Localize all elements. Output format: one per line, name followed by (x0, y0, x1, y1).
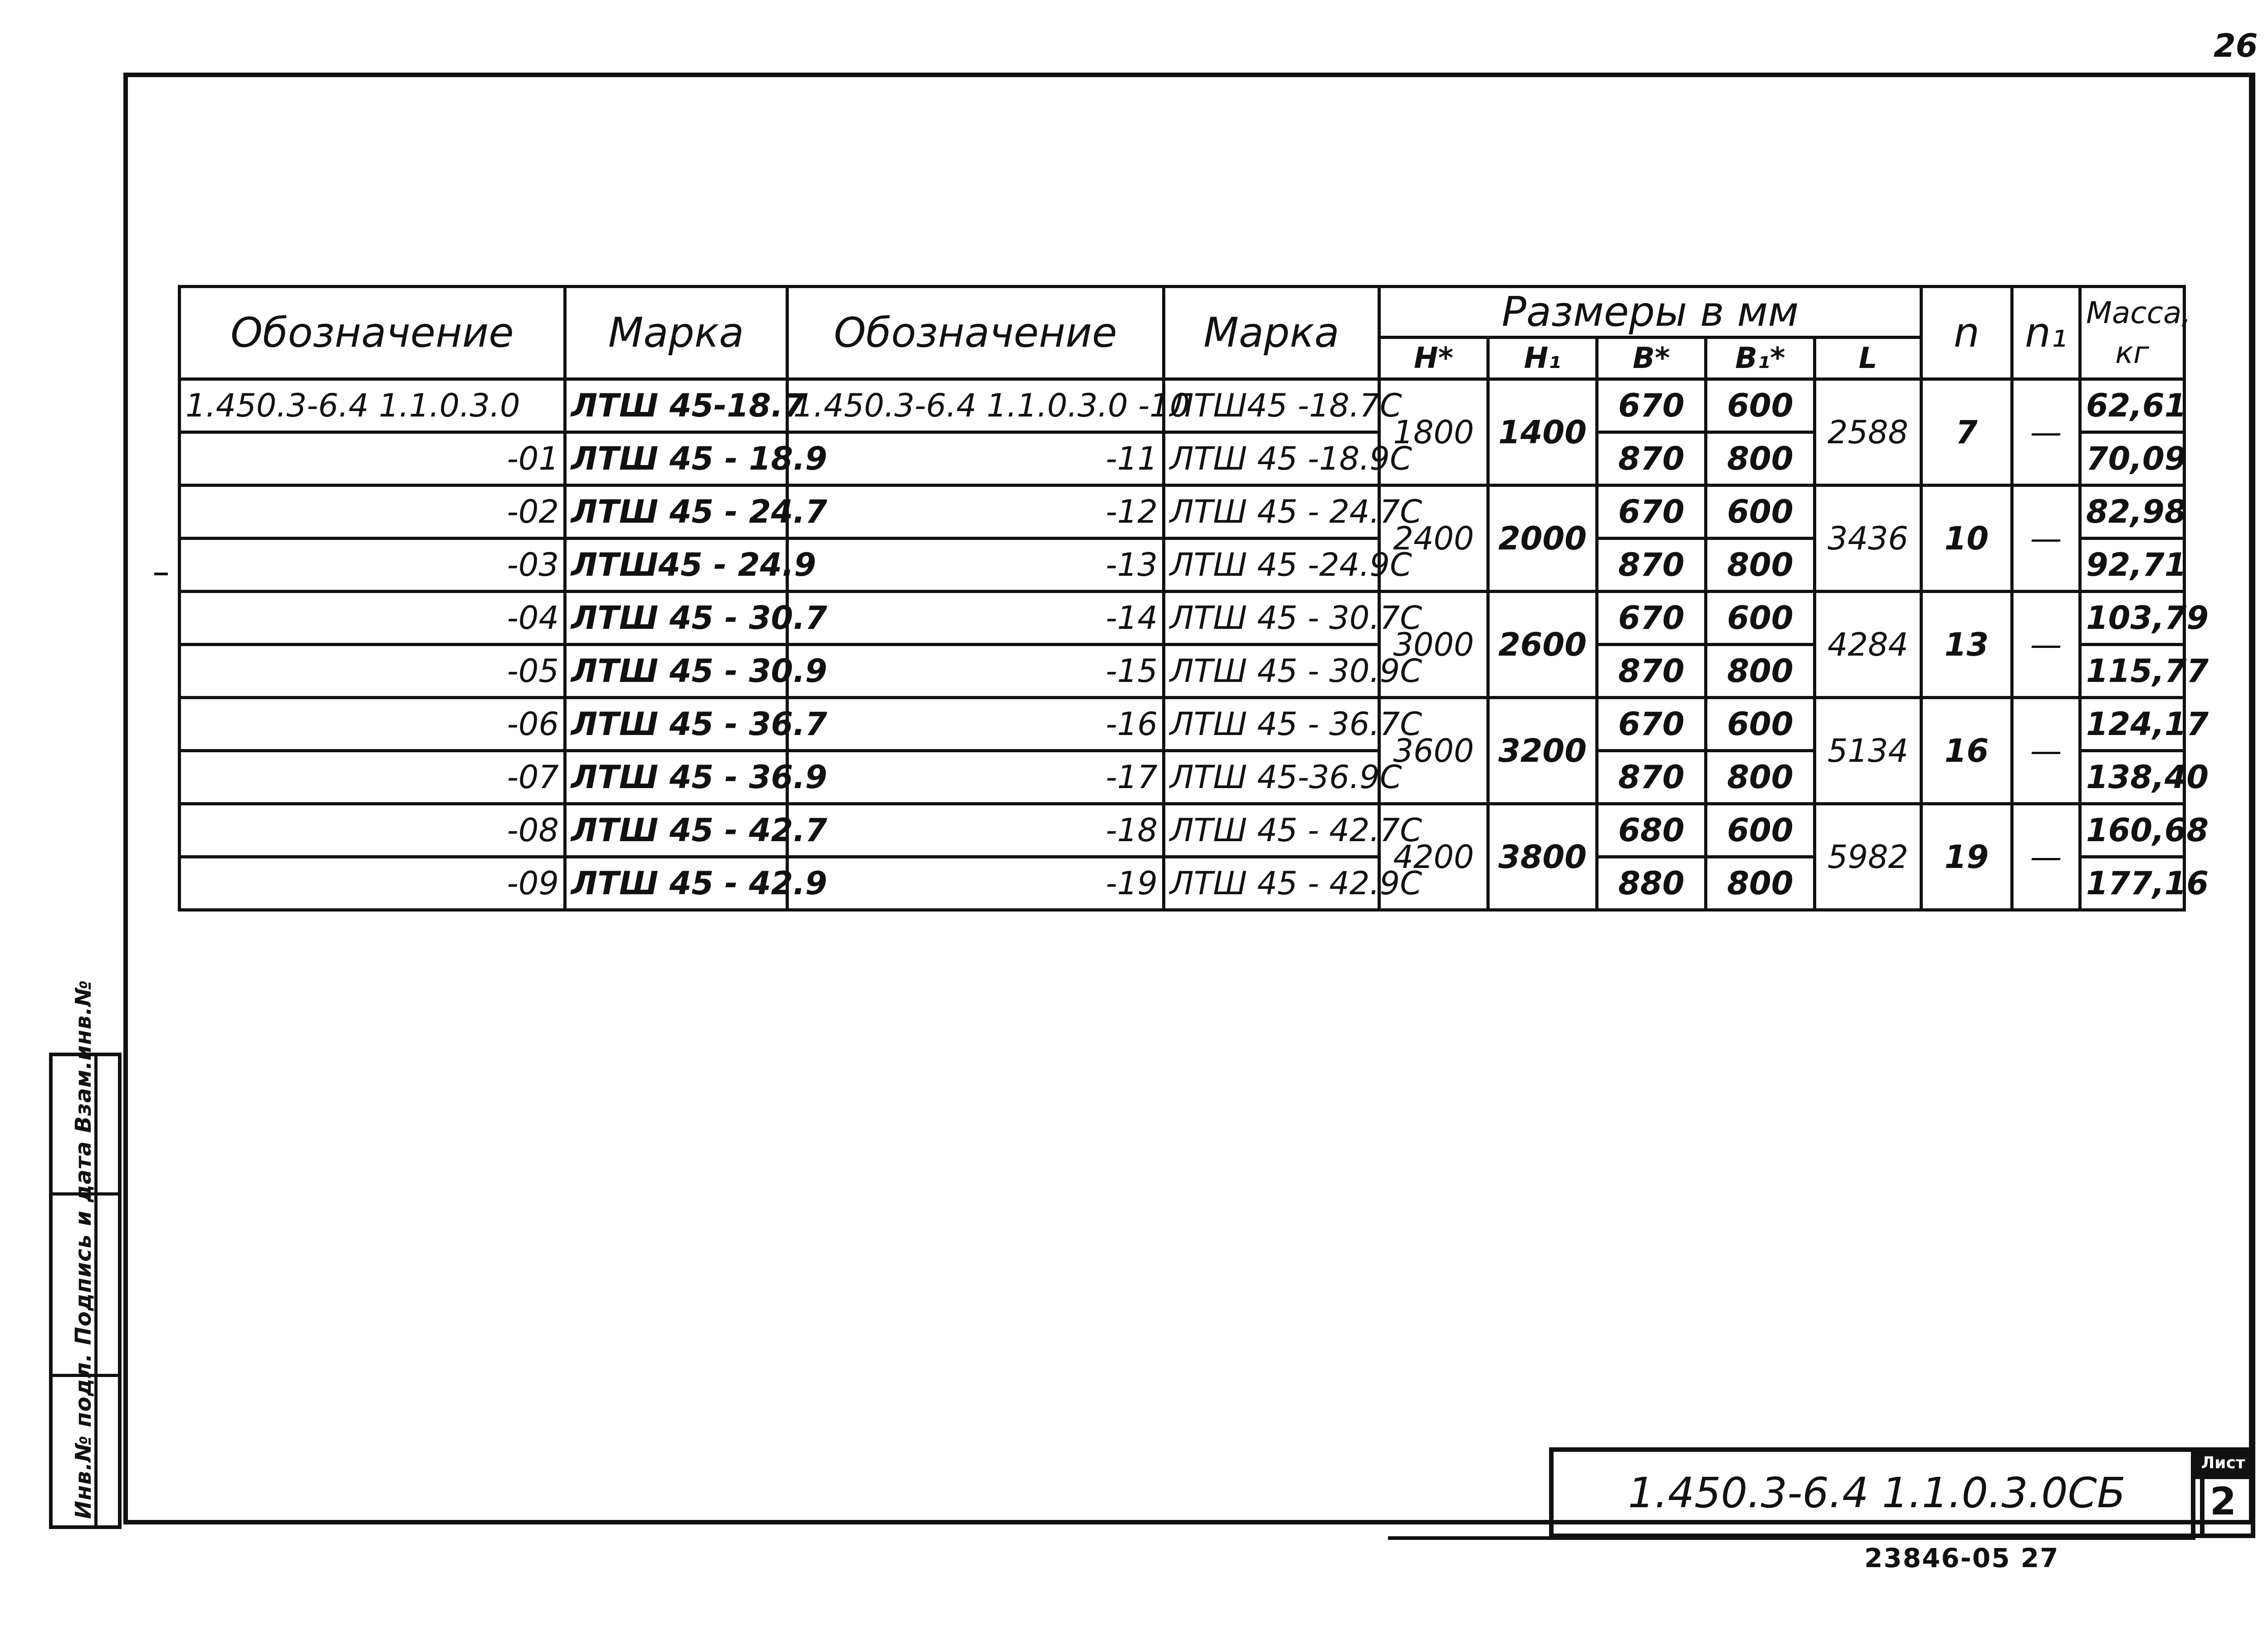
height-cell: 2400 (1379, 485, 1488, 592)
frame-top-border (123, 73, 2255, 77)
mark-cell: ЛТШ 45-18.7 (565, 379, 787, 432)
col-header-l: L (1815, 338, 1921, 379)
height-cell: 3000 (1379, 592, 1488, 698)
width-cell: 680 (1597, 804, 1706, 857)
designation-cell: -07 (180, 751, 565, 804)
corner-page-number: 26 (2214, 27, 2258, 64)
mark-cell: ЛТШ 45 - 36.7 (565, 698, 787, 751)
width1-cell: 600 (1706, 485, 1815, 539)
col-header-b: B* (1597, 338, 1706, 379)
height-cell: 1800 (1379, 379, 1488, 485)
designation-cell: -01 (180, 432, 565, 485)
length-cell: 5134 (1815, 698, 1921, 804)
col-header-mark: Марка (565, 287, 787, 379)
mass-cell: 160,68 (2080, 804, 2185, 857)
width1-cell: 800 (1706, 751, 1815, 804)
mark-cell-2: ЛТШ 45 - 36.7С (1164, 698, 1379, 751)
width-cell: 870 (1597, 539, 1706, 592)
n-cell: 16 (1921, 698, 2012, 804)
n1-cell: — (2012, 592, 2080, 698)
width1-cell: 600 (1706, 379, 1815, 432)
side-stamp-text: Инв.№ подл. Подпись и дата Взам.инв.№ (71, 980, 96, 1519)
side-stamp (49, 980, 122, 1529)
mass-cell: 92,71 (2080, 539, 2185, 592)
mark-cell: ЛТШ 45 - 30.9 (565, 645, 787, 698)
height1-cell: 1400 (1488, 379, 1597, 485)
mark-cell: ЛТШ 45 - 18.9 (565, 432, 787, 485)
mark-cell: ЛТШ 45 - 36.9 (565, 751, 787, 804)
width1-cell: 800 (1706, 645, 1815, 698)
width-cell: 870 (1597, 751, 1706, 804)
sheet-box (2191, 1447, 2255, 1538)
mark-cell: ЛТШ 45 - 30.7 (565, 592, 787, 645)
designation-cell-2: -11 (787, 432, 1164, 485)
frame-right-border (2249, 73, 2255, 1524)
n1-cell: — (2012, 379, 2080, 485)
col-header-mark-2: Марка (1164, 287, 1379, 379)
length-cell: 2588 (1815, 379, 1921, 485)
height-cell: 4200 (1379, 804, 1488, 910)
width1-cell: 800 (1706, 857, 1815, 910)
n1-cell: — (2012, 804, 2080, 910)
height1-cell: 2000 (1488, 485, 1597, 592)
mark-cell-2: ЛТШ 45 - 30.7С (1164, 592, 1379, 645)
width1-cell: 600 (1706, 592, 1815, 645)
designation-cell-2: -16 (787, 698, 1164, 751)
mark-cell-2: ЛТШ 45 -18.9С (1164, 432, 1379, 485)
designation-cell-2: -19 (787, 857, 1164, 910)
col-header-h: H* (1379, 338, 1488, 379)
mass-cell: 115,77 (2080, 645, 2185, 698)
mark-cell-2: ЛТШ 45-36.9С (1164, 751, 1379, 804)
designation-cell: -03 (180, 539, 565, 592)
table-row (180, 592, 2185, 645)
height1-cell: 3800 (1488, 804, 1597, 910)
mark-cell-2: ЛТШ 45 - 42.9С (1164, 857, 1379, 910)
table-body (180, 287, 2209, 910)
specification-table (178, 285, 2209, 912)
col-header-h1: H₁ (1488, 338, 1597, 379)
mass-cell: 177,16 (2080, 857, 2185, 910)
mark-cell-2: ЛТШ 45 - 42.7С (1164, 804, 1379, 857)
table-header-row (180, 287, 2185, 338)
mark-cell: ЛТШ 45 - 24.7 (565, 485, 787, 539)
mark-cell-2: ЛТШ45 -18.7С (1164, 379, 1379, 432)
n1-cell: — (2012, 698, 2080, 804)
n-cell: 19 (1921, 804, 2012, 910)
title-block-code: 1.450.3-6.4 1.1.0.3.0СБ (1549, 1447, 2204, 1538)
width-cell: 670 (1597, 698, 1706, 751)
height-cell: 3600 (1379, 698, 1488, 804)
designation-cell-2: -15 (787, 645, 1164, 698)
designation-cell: -02 (180, 485, 565, 539)
mark-cell-2: ЛТШ 45 -24.9С (1164, 539, 1379, 592)
n1-cell: — (2012, 485, 2080, 592)
mass-cell: 124,17 (2080, 698, 2185, 751)
mark-cell-2: ЛТШ 45 - 30.9С (1164, 645, 1379, 698)
col-header-mass: Масса, кг (2080, 287, 2185, 379)
mark-cell: ЛТШ 45 - 42.7 (565, 804, 787, 857)
length-cell: 3436 (1815, 485, 1921, 592)
designation-cell-2: -13 (787, 539, 1164, 592)
designation-cell: 1.450.3-6.4 1.1.0.3.0 (180, 379, 565, 432)
height1-cell: 2600 (1488, 592, 1597, 698)
table-row (180, 379, 2185, 432)
col-header-designation: Обозначение (180, 287, 565, 379)
designation-cell: -08 (180, 804, 565, 857)
width1-cell: 600 (1706, 804, 1815, 857)
length-cell: 4284 (1815, 592, 1921, 698)
col-header-dimensions: Размеры в мм (1379, 287, 1921, 338)
designation-cell-2: -18 (787, 804, 1164, 857)
document-code: 23846-05 27 (1864, 1543, 2059, 1573)
width-cell: 870 (1597, 645, 1706, 698)
width-cell: 870 (1597, 432, 1706, 485)
mass-cell: 82,98 (2080, 485, 2185, 539)
designation-cell-2: -14 (787, 592, 1164, 645)
width1-cell: 800 (1706, 539, 1815, 592)
col-header-designation-2: Обозначение (787, 287, 1164, 379)
mark-cell: ЛТШ 45 - 42.9 (565, 857, 787, 910)
mark-cell-2: ЛТШ 45 - 24.7С (1164, 485, 1379, 539)
frame-left-border (123, 73, 128, 1524)
designation-cell-2: -12 (787, 485, 1164, 539)
table-row (180, 698, 2185, 751)
designation-cell: -09 (180, 857, 565, 910)
width-cell: 880 (1597, 857, 1706, 910)
width-cell: 670 (1597, 592, 1706, 645)
mass-cell: 62,61 (2080, 379, 2185, 432)
designation-cell-2: -17 (787, 751, 1164, 804)
mass-cell: 103,79 (2080, 592, 2185, 645)
table-row (180, 804, 2185, 857)
length-cell: 5982 (1815, 804, 1921, 910)
n-cell: 7 (1921, 379, 2012, 485)
width1-cell: 800 (1706, 432, 1815, 485)
margin-dash (154, 573, 168, 575)
height1-cell: 3200 (1488, 698, 1597, 804)
col-header-b1: B₁* (1706, 338, 1815, 379)
table-row (180, 485, 2185, 539)
designation-cell: -06 (180, 698, 565, 751)
sheet-number: 2 (2209, 1479, 2237, 1524)
mass-cell: 138,40 (2080, 751, 2185, 804)
mark-cell: ЛТШ45 - 24.9 (565, 539, 787, 592)
designation-cell: -04 (180, 592, 565, 645)
designation-cell-2: 1.450.3-6.4 1.1.0.3.0 -10 (787, 379, 1164, 432)
mass-cell: 70,09 (2080, 432, 2185, 485)
width-cell: 670 (1597, 485, 1706, 539)
width-cell: 670 (1597, 379, 1706, 432)
col-header-n1: n₁ (2012, 287, 2080, 379)
width1-cell: 600 (1706, 698, 1815, 751)
n-cell: 13 (1921, 592, 2012, 698)
designation-cell: -05 (180, 645, 565, 698)
n-cell: 10 (1921, 485, 2012, 592)
col-header-n: n (1921, 287, 2012, 379)
sheet-label: Лист (2195, 1452, 2251, 1479)
